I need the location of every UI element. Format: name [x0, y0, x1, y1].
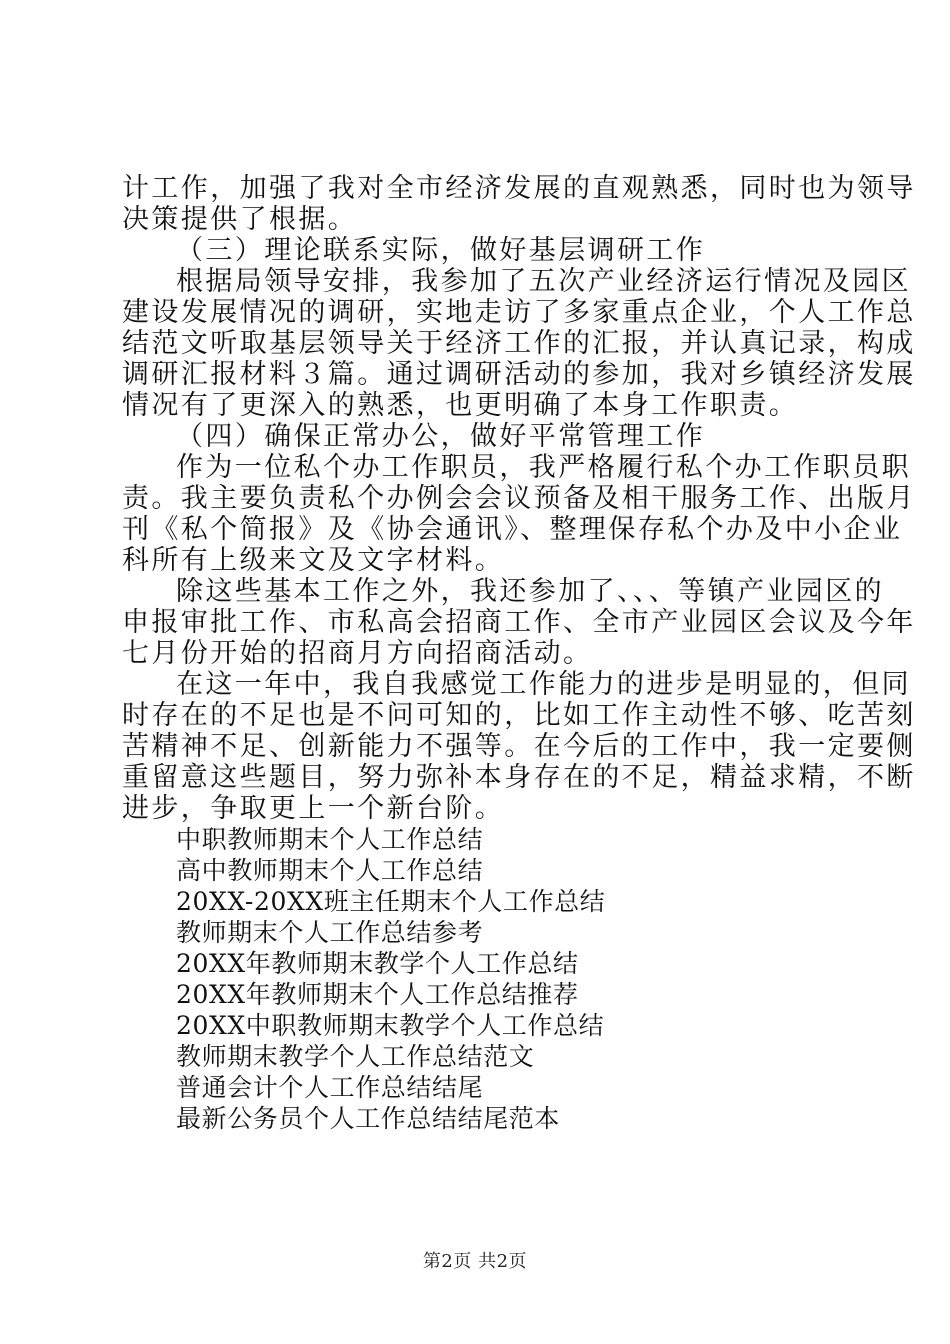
document-body — [122, 173, 916, 1134]
paragraph-line: 时存在的不足也是不问可知的，比如工作主动性不够、吃苦刻 — [122, 700, 916, 731]
paragraph-line: 进步，争取更上一个新台阶。 — [122, 793, 505, 824]
paragraph-line: 决策提供了根据。 — [122, 204, 358, 235]
paragraph-line: 调研汇报材料３篇。通过调研活动的参加，我对乡镇经济发展 — [122, 359, 916, 390]
related-article-link[interactable]: 20XX年教师期末教学个人工作总结 — [176, 949, 579, 978]
paragraph-line: 责。我主要负责私个办例会会议预备及相干服务工作、出版月 — [122, 483, 916, 514]
section-heading: （四）确保正常办公，做好平常管理工作 — [176, 421, 706, 452]
paragraph-line: 作为一位私个办工作职员，我严格履行私个办工作职员职 — [176, 452, 911, 483]
paragraph-line: 建设发展情况的调研，实地走访了多家重点企业，个人工作总 — [122, 297, 916, 328]
related-article-link[interactable]: 最新公务员个人工作总结结尾范本 — [176, 1104, 561, 1133]
paragraph-line: 申报审批工作、市私高会招商工作、全市产业园区会议及今年 — [122, 607, 916, 638]
related-article-link[interactable]: 20XX年教师期末个人工作总结推荐 — [176, 980, 579, 1009]
paragraph-line: 计工作，加强了我对全市经济发展的直观熟悉，同时也为领导 — [122, 173, 916, 204]
paragraph-line: 情况有了更深入的熟悉，也更明确了本身工作职责。 — [122, 390, 799, 421]
paragraph-line: 根据局领导安排，我参加了五次产业经济运行情况及园区 — [176, 266, 911, 297]
paragraph-line: 除这些基本工作之外，我还参加了、、、等镇产业园区的 — [176, 576, 884, 607]
page-number-footer: 第2页 共2页 — [422, 1251, 528, 1272]
paragraph-line: 重留意这些题目，努力弥补本身存在的不足，精益求精，不断 — [122, 762, 916, 793]
paragraph-line: 七月份开始的招商月方向招商活动。 — [122, 638, 593, 669]
related-article-link[interactable]: 教师期末个人工作总结参考 — [176, 918, 484, 947]
section-heading: （三）理论联系实际，做好基层调研工作 — [176, 235, 706, 266]
related-article-link[interactable]: 高中教师期末个人工作总结 — [176, 856, 484, 885]
related-article-link[interactable]: 20XX中职教师期末教学个人工作总结 — [176, 1011, 605, 1040]
paragraph-line: 刊《私个简报》及《协会通讯》、整理保存私个办及中小企业 — [122, 514, 903, 545]
related-article-link[interactable]: 中职教师期末个人工作总结 — [176, 825, 484, 854]
paragraph-line: 科所有上级来文及文字材料。 — [122, 545, 505, 576]
related-article-link[interactable]: 教师期末教学个人工作总结范文 — [176, 1042, 535, 1071]
related-article-link[interactable]: 普通会计个人工作总结结尾 — [176, 1073, 484, 1102]
paragraph-line: 结范文听取基层领导关于经济工作的汇报，并认真记录，构成 — [122, 328, 916, 359]
paragraph-line: 在这一年中，我自我感觉工作能力的进步是明显的，但同 — [176, 669, 911, 700]
related-article-link[interactable]: 20XX-20XX班主任期末个人工作总结 — [176, 887, 606, 916]
paragraph-line: 苦精神不足、创新能力不强等。在今后的工作中，我一定要侧 — [122, 731, 916, 762]
